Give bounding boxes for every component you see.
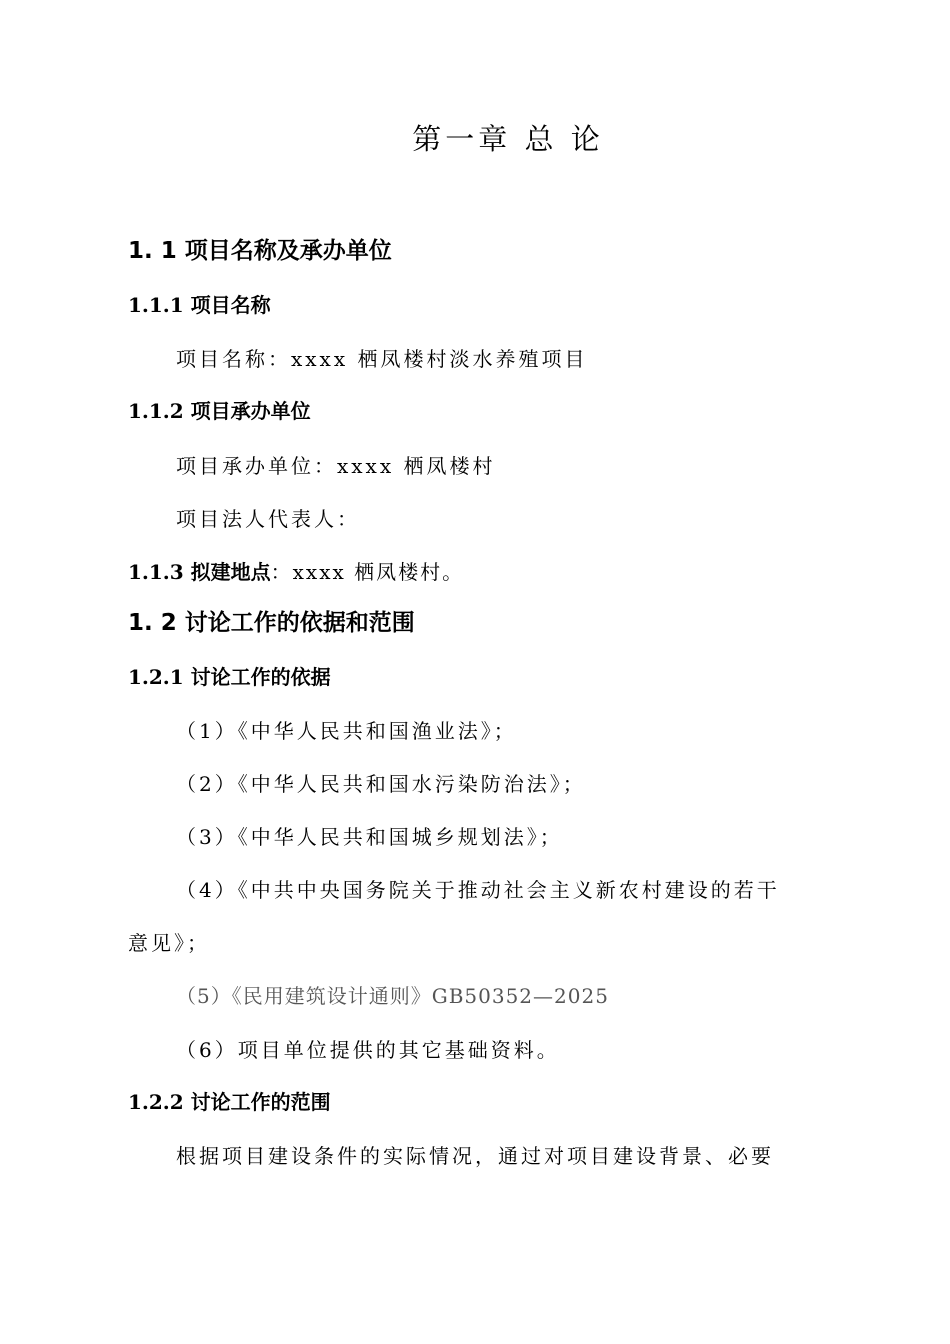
section-1-2-1-heading: 1.2.1 讨论工作的依据 <box>128 665 331 689</box>
section-1-2-2-heading: 1.2.2 讨论工作的范围 <box>128 1090 331 1114</box>
section-1-1-1-heading: 1.1.1 项目名称 <box>128 293 271 317</box>
basis-item-6: （6）项目单位提供的其它基础资料。 <box>176 1038 560 1062</box>
chapter-title: 第一章 总 论 <box>412 122 604 156</box>
basis-item-1: （1）《中华人民共和国渔业法》； <box>176 719 517 743</box>
build-site-text: ：xxxx 栖凤楼村。 <box>270 560 465 584</box>
legal-rep-line: 项目法人代表人： <box>176 507 360 531</box>
section-1-1-2-heading: 1.1.2 项目承办单位 <box>128 399 311 423</box>
project-unit-line: 项目承办单位：xxxx 栖凤楼村 <box>176 454 496 478</box>
basis-item-4: （4）《中共中央国务院关于推动社会主义新农村建设的若干 <box>176 878 780 902</box>
project-name-line: 项目名称：xxxx 栖凤楼村淡水养殖项目 <box>176 347 588 371</box>
section-1-2-heading: 1. 2 讨论工作的依据和范围 <box>128 610 415 636</box>
basis-item-2: （2）《中华人民共和国水污染防治法》； <box>176 772 586 796</box>
basis-item-4-continued: 意见》； <box>128 931 210 955</box>
basis-item-3: （3）《中华人民共和国城乡规划法》； <box>176 825 563 849</box>
section-1-1-3-heading: 1.1.3 拟建地点 <box>128 560 271 584</box>
basis-item-5: （5）《民用建筑设计通则》GB50352—2025 <box>176 984 609 1008</box>
section-1-1-heading: 1. 1 项目名称及承办单位 <box>128 238 392 264</box>
scope-paragraph: 根据项目建设条件的实际情况，通过对项目建设背景、必要 <box>176 1144 774 1168</box>
section-1-1-3-line <box>128 558 464 586</box>
